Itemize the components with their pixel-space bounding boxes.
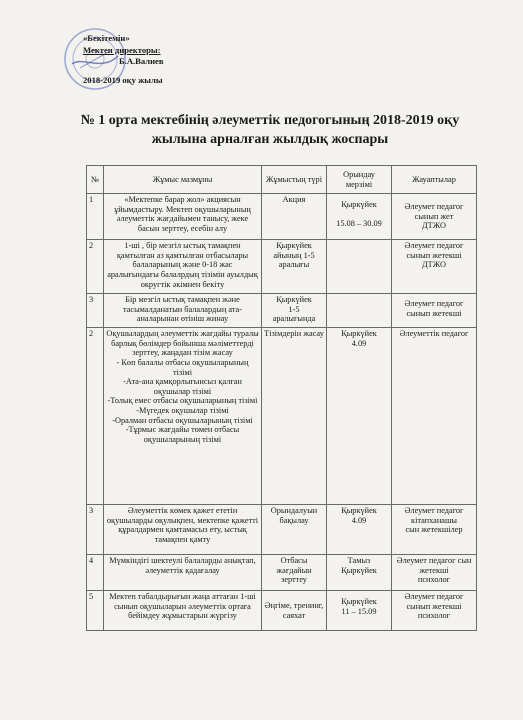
header-content: Жұмыс мазмұны (104, 166, 262, 194)
row-num: 5 (87, 591, 104, 631)
table-row (87, 555, 477, 591)
row-responsible: Әлеумет педагог сын жетекші психолог (392, 555, 477, 591)
row-deadline: Тамыз Қыркүйек (327, 555, 392, 591)
row-type: Қыркүйек 1-5 аралығында (262, 294, 327, 328)
row-deadline: Қыркүйек 4.09 (327, 505, 392, 555)
row-deadline: Қыркүйек 11 – 15.09 (327, 591, 392, 631)
plan-table (86, 165, 477, 631)
row-num: 3 (87, 294, 104, 328)
approval-year: 2018-2019 оқу жылы (83, 74, 163, 85)
row-type: Отбасы жағдайын зерттеу (262, 555, 327, 591)
row-responsible: Әлеумет педагог сынып жет ДТЖО (392, 194, 477, 240)
row-deadline (327, 294, 392, 328)
row-responsible: Әлеуметтік педагог (392, 328, 477, 505)
row-num: 1 (87, 194, 104, 240)
row-type: Қыркүйек айының 1-5 аралығы (262, 240, 327, 294)
document-title: № 1 орта мектебінің әлеуметтік педогогының 2018-2019 оқу жылына арналған жылдық жоспары (80, 113, 460, 147)
approval-position: Мектеп директоры: (83, 44, 161, 55)
row-content: 1-ші , бір мезгіл ыстық тамақпен қамтылған аз қамтылған отбасылары балаларының және 0-18 жас аралығындағы балалрдың тізімін ауылдық округтік әкімнен бекіту (104, 240, 262, 294)
row-deadline (327, 240, 392, 294)
header-type: Жұмыстың түрі (262, 166, 327, 194)
header-num: № (87, 166, 104, 194)
row-responsible: Әлеумет педагог сынып жетекші ДТЖО (392, 240, 477, 294)
row-responsible: Әлеумет педагог сынып жетекші психолог (392, 591, 477, 631)
approval-signer: Б.А.Валиев (119, 56, 164, 66)
table-header-row (87, 166, 477, 194)
row-responsible: Әлеумет педагог кітапханашы сын жетекшілер (392, 505, 477, 555)
row-type: Акция (262, 194, 327, 240)
row-content: «Мектепке барар жол» акциясын ұйымдастыру. Мектеп оқушыларының әлеуметтік жағдайымен танысу, жеке басын зерттеу, есебін алу (104, 194, 262, 240)
row-num: 2 (87, 240, 104, 294)
row-num: 2 (87, 328, 104, 505)
row-num: 4 (87, 555, 104, 591)
row-responsible: Әлеумет педагог сынып жетекші (392, 294, 477, 328)
row-type: Орындалуын бақылау (262, 505, 327, 555)
header-responsible: Жауаптылар (392, 166, 477, 194)
table-row (87, 505, 477, 555)
row-num: 3 (87, 505, 104, 555)
table-row (87, 328, 477, 505)
row-content: Мектеп табалдырығын жаңа аттаған 1-ші сынып оқушыларын әлеуметтік ортаға бейімдеу жұмыстарын жүргізу (104, 591, 262, 631)
table-row (87, 194, 477, 240)
approval-heading: «Бекітемін» (83, 33, 130, 43)
approval-block (83, 33, 203, 86)
row-deadline: Қыркүйек 15.08 – 30.09 (327, 194, 392, 240)
row-content: Әлеуметтік көмек қажет ететін оқушыларды оқулықпен, мектепке қажетті құралдармен қамтамасыз ету, ыстық тамақпен қамту (104, 505, 262, 555)
row-content: Мүмкіндігі шектеулі балаларды анықтап, әлеуметтік қадағалау (104, 555, 262, 591)
table-row (87, 294, 477, 328)
row-type: Тізімдерін жасау (262, 328, 327, 505)
row-content: Оқушылардың әлеуметтік жағдайы туралы барлық бөлімдер бойынша мәліметтерді зерттеу, жаңадан тізім жасау - Көп балалы отбасы оқушыларының тізімі -Ата-ана қамқорлығынсыз қалған оқушылар тізімі -Толық емес отбасы оқушыларының тізімі -Мүгедек оқушылар тізімі -Оралман отбасы оқушыларының тізімі -Тұрмыс жағдайы төмен отбасы оқушыларының тізімі (104, 328, 262, 505)
row-content: Бір мезгіл ыстық тамақпен және тасымалданатын балалардың ата-аналарынан өтініш жинау (104, 294, 262, 328)
table-row (87, 591, 477, 631)
row-deadline: Қыркүйек 4.09 (327, 328, 392, 505)
table-row (87, 240, 477, 294)
row-type: Әңгіме, тренинг, саяхат (262, 591, 327, 631)
header-deadline: Орындау мерзімі (327, 166, 392, 194)
